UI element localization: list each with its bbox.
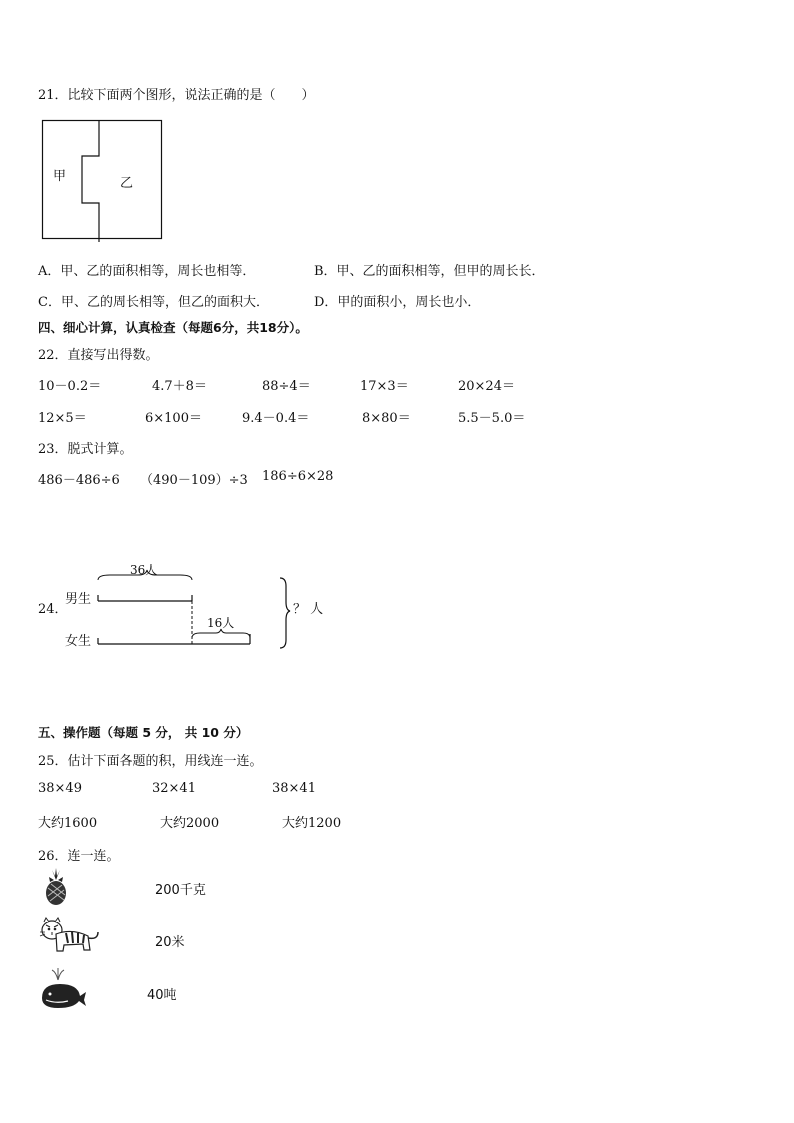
tiger-icon	[38, 916, 102, 956]
q25-estimate: 大约1200	[282, 816, 342, 831]
q25-product: 38×49	[38, 781, 82, 796]
q25-stem: 25．估计下面各题的积，用线连一连。	[38, 754, 263, 769]
q22-item: 88÷4＝	[262, 379, 311, 394]
q21-label-yi: 乙	[120, 176, 134, 191]
q25-product: 32×41	[152, 781, 196, 796]
q21-stem: 21．比较下面两个图形，说法正确的是（ ）	[38, 88, 315, 103]
q24-top-brace	[98, 570, 192, 580]
q24-line-diagram	[90, 570, 300, 655]
q24-girls-label: 女生	[65, 634, 92, 649]
q26-label-2: 20米	[155, 935, 185, 950]
q22-item: 6×100＝	[145, 411, 202, 426]
q22-item: 12×5＝	[38, 411, 87, 426]
q25-product: 38×41	[272, 781, 316, 796]
q26-stem: 26．连一连。	[38, 849, 120, 864]
q24-number: 24．	[38, 602, 68, 617]
q21-divider-line	[82, 121, 99, 243]
q24-total-brace	[280, 578, 290, 648]
section4-title: 四、细心计算，认真检查（每题6分，共18分）。	[38, 320, 308, 335]
q21-label-jia: 甲	[53, 169, 67, 184]
q23-stem: 23．脱式计算。	[38, 442, 133, 457]
q21-option-b: B．甲、乙的面积相等，但甲的周长长．	[314, 264, 545, 279]
q24-top-label: 36人	[130, 563, 158, 577]
q23-item: （490－109）÷3	[140, 473, 248, 488]
pineapple-icon	[40, 868, 72, 906]
q26-label-3: 40吨	[147, 988, 177, 1003]
q22-item: 9.4－0.4＝	[242, 411, 310, 426]
section5-title: 五、操作题（每题 5 分， 共 10 分）	[38, 725, 249, 740]
q25-estimate: 大约2000	[160, 816, 220, 831]
q21-option-a: A．甲、乙的面积相等，周长也相等．	[38, 264, 256, 279]
q25-estimate: 大约1600	[38, 816, 98, 831]
q24-diff-label: 16人	[207, 616, 235, 630]
q24-total-label: ？ 人	[293, 602, 324, 617]
q22-item: 10－0.2＝	[38, 379, 102, 394]
q21-option-d: D．甲的面积小，周长也小．	[314, 295, 481, 310]
q22-item: 5.5－5.0＝	[458, 411, 526, 426]
q22-stem: 22．直接写出得数。	[38, 348, 159, 363]
q26-label-1: 200千克	[155, 883, 206, 898]
q24-boys-label: 男生	[65, 592, 92, 607]
q23-item: 186÷6×28	[262, 469, 334, 484]
q23-item: 486－486÷6	[38, 473, 120, 488]
q24-diff-brace	[192, 629, 250, 638]
q21-option-c: C．甲、乙的周长相等，但乙的面积大．	[38, 295, 269, 310]
q22-item: 17×3＝	[360, 379, 409, 394]
q22-item: 20×24＝	[458, 379, 515, 394]
q22-item: 8×80＝	[362, 411, 411, 426]
q22-item: 4.7＋8＝	[152, 379, 207, 394]
whale-icon	[38, 968, 88, 1012]
